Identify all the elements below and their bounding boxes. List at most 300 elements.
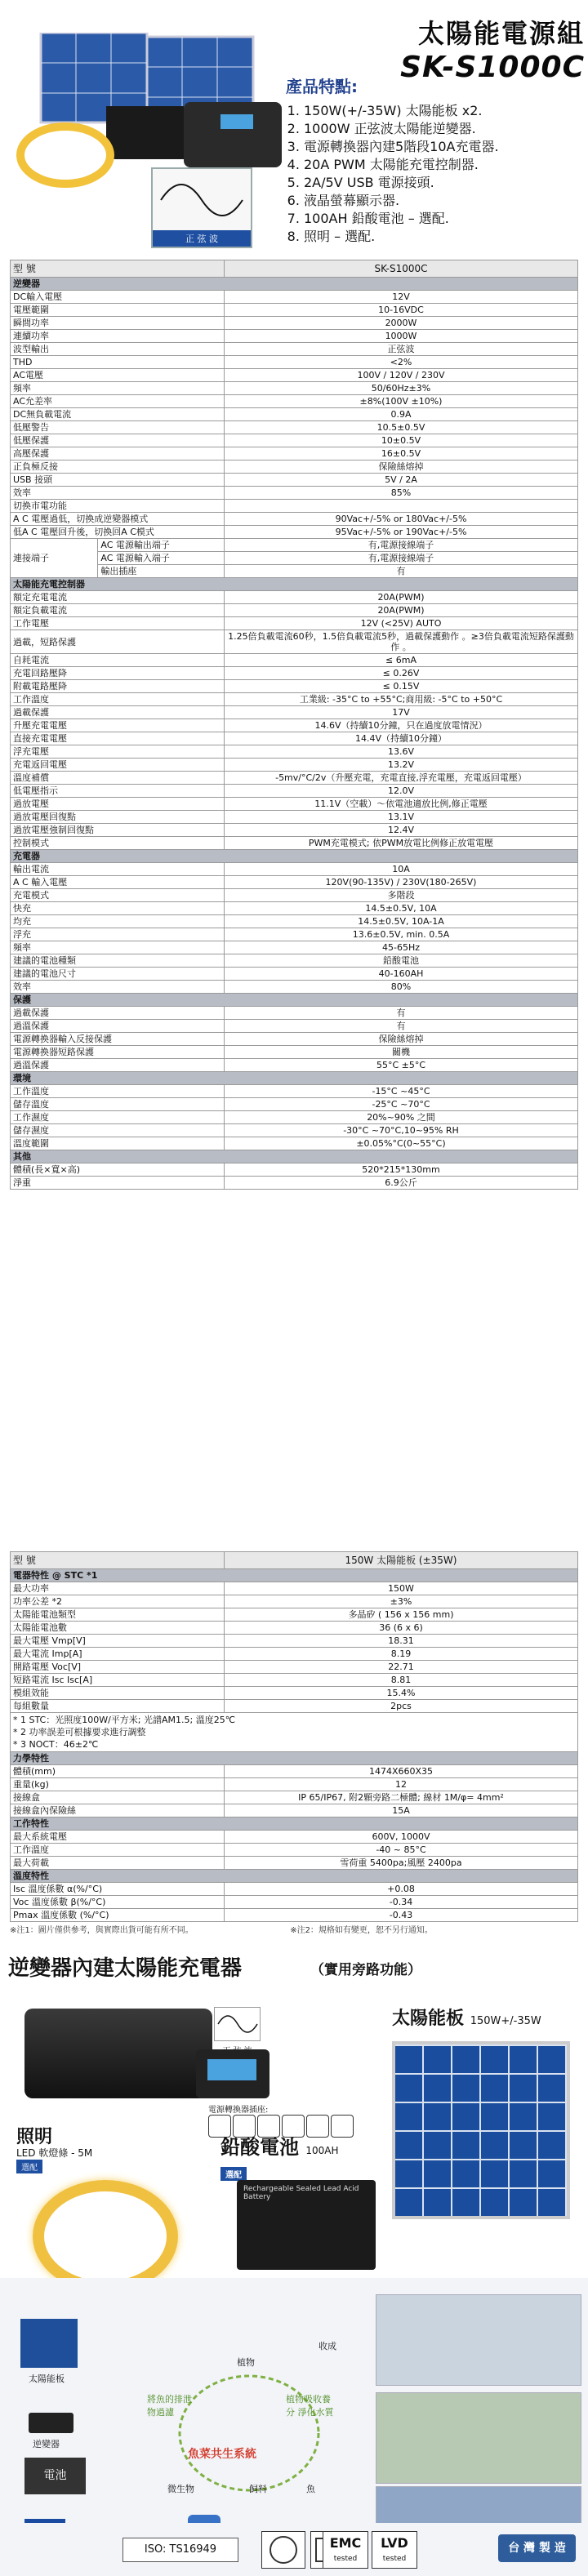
table-row (11, 317, 578, 330)
row-value: 工業級: -35°C to +55°C;商用級: -5°C to +50°C (225, 693, 578, 706)
row-value: 12.4V (225, 824, 578, 837)
row-label: 太陽能電池數 (11, 1622, 225, 1635)
section-title: 充電器 (11, 850, 578, 863)
table-row (11, 1635, 578, 1648)
row-label: AC 電源輸入端子 (98, 552, 225, 565)
emc-badge (323, 2531, 368, 2569)
row-label: 工作電壓 (11, 617, 225, 630)
feature-item: 3. 電源轉換器內建5階段10A充電器. (304, 138, 584, 156)
emc-sub: tested (333, 2555, 358, 2563)
row-value: PWM充電模式; 依PWM放電比例修正放電電壓 (225, 837, 578, 850)
row-label: 過載保護 (11, 1007, 225, 1020)
row-value: 有 (225, 565, 578, 578)
table-row (11, 719, 578, 732)
row-label: 工作溫度 (11, 693, 225, 706)
section-title: 溫度特性 (11, 1870, 578, 1883)
row-value: 15.4% (225, 1687, 578, 1700)
row-value: 12V (<25V) AUTO (225, 617, 578, 630)
row-label: 充電返回電壓 (11, 759, 225, 772)
row-value: 13.6±0.5V, min. 0.5A (225, 928, 578, 941)
battery-image (106, 106, 184, 159)
row-value: -0.43 (225, 1909, 578, 1922)
model-label: 型 號 (11, 1552, 225, 1569)
battery-capacity: 100AH (305, 2145, 339, 2156)
section-header (11, 850, 578, 863)
row-group-label: 連接端子 (11, 539, 98, 578)
row-label: 充電回路壓降 (11, 667, 225, 680)
row-value: 20%~90% 之間 (225, 1111, 578, 1124)
row-value: 12.0V (225, 785, 578, 798)
showcase-subtitle: （實用旁路功能） (310, 1962, 421, 1978)
row-label: Isc 溫度係數 α(%/°C) (11, 1883, 225, 1896)
battery-title: 鉛酸電池 (220, 2136, 299, 2159)
row-label: 最大荷載 (11, 1857, 225, 1870)
row-label: 額定充電電流 (11, 591, 225, 604)
row-value: -25°C ~70°C (225, 1098, 578, 1111)
sine-wave-label: 正 弦 波 (153, 230, 251, 247)
battery-image (237, 2180, 376, 2270)
lighting-subtitle (16, 2146, 92, 2173)
row-label: 切換市電功能 (11, 500, 225, 513)
table-row (11, 1648, 578, 1661)
row-value: 8.19 (225, 1648, 578, 1661)
row-label: 快充 (11, 902, 225, 915)
lighting-desc: LED 軟燈條 - 5M (16, 2147, 93, 2159)
row-label: 過溫保護 (11, 1020, 225, 1033)
inverter-image (184, 102, 282, 167)
diagram-harvest-label: 收成 (318, 2341, 336, 2351)
row-label: 額定負載電流 (11, 604, 225, 617)
feature-item: 7. 100AH 鉛酸電池 – 選配. (304, 210, 584, 228)
section-title: 保護 (11, 994, 578, 1007)
row-value: 8.81 (225, 1674, 578, 1687)
row-label: 接線盒 (11, 1791, 225, 1804)
table-row (11, 1622, 578, 1635)
optional-badge: 選配 (16, 2160, 42, 2173)
row-value: 關機 (225, 1046, 578, 1059)
diagram-battery: 電池 (24, 2458, 86, 2494)
feature-item: 4. 20A PWM 太陽能充電控制器. (304, 156, 584, 174)
table-row (11, 1857, 578, 1870)
row-value: 10A (225, 863, 578, 876)
footnote-right: ※注2：規格如有變更，恕不另行通知。 (290, 1926, 433, 1935)
table-row (11, 1608, 578, 1622)
battery-heading (220, 2131, 339, 2182)
table-row (11, 343, 578, 356)
socket-types (208, 2102, 380, 2135)
section-header (11, 1569, 578, 1582)
row-value: 15A (225, 1804, 578, 1817)
row-value: 有 (225, 1007, 578, 1020)
table-row (11, 1582, 578, 1595)
sine-wave-icon (215, 2008, 260, 2040)
feature-item: 2. 1000W 正弦波太陽能逆變器. (304, 120, 584, 138)
showcase-title: 逆變器內建太陽能充電器 (8, 1956, 243, 1981)
table-row (11, 1896, 578, 1909)
table-row (11, 526, 578, 539)
row-value: +0.08 (225, 1883, 578, 1896)
model-value: SK-S1000C (225, 260, 578, 278)
lvd-sub: tested (382, 2555, 407, 2563)
row-value: 14.5±0.5V, 10A-1A (225, 915, 578, 928)
diagram-fish-label: 魚 (306, 2484, 315, 2494)
row-value: 36 (6 x 6) (225, 1622, 578, 1635)
row-value: -15°C ~45°C (225, 1085, 578, 1098)
footnote-left: ※注1：圖片僅供參考，與實際出貨可能有所不同。 (10, 1926, 194, 1935)
section-header (11, 994, 578, 1007)
section-header (11, 1870, 578, 1883)
inverter-image (24, 2009, 212, 2098)
section-title: 工作特性 (11, 1817, 578, 1831)
table-row (11, 1778, 578, 1791)
row-label: 淨重 (11, 1177, 225, 1190)
row-value: 有 (225, 1020, 578, 1033)
row-value (225, 500, 578, 513)
table-row (11, 513, 578, 526)
table-row (11, 745, 578, 759)
table-header (11, 1552, 578, 1569)
row-label: 儲存濕度 (11, 1124, 225, 1137)
section-header (11, 278, 578, 291)
row-label: 浮充電壓 (11, 745, 225, 759)
diagram-center-title: 魚菜共生系統 (188, 2448, 256, 2461)
row-value: 1000W (225, 330, 578, 343)
row-label: 浮充 (11, 928, 225, 941)
row-value: 12V (225, 291, 578, 304)
section-title: 逆變器 (11, 278, 578, 291)
row-value: 90Vac+/-5% or 180Vac+/-5% (225, 513, 578, 526)
table-row (11, 785, 578, 798)
row-value: -0.34 (225, 1896, 578, 1909)
made-in-taiwan-badge: 台 灣 製 造 (498, 2534, 576, 2562)
section-title: 環境 (11, 1072, 578, 1085)
table-row (11, 1020, 578, 1033)
row-label: 正負極反接 (11, 460, 225, 474)
table-row (11, 1661, 578, 1674)
row-value: 0.9A (225, 408, 578, 421)
row-value: 保險絲熔掉 (225, 460, 578, 474)
table-row (11, 837, 578, 850)
feature-item: 1. 150W(+/-35W) 太陽能板 x2. (304, 102, 584, 120)
row-value: 有,電源接線端子 (225, 539, 578, 552)
table-row (11, 693, 578, 706)
row-value: IP 65/IP67, 附2顆旁路二極體; 線材 1M/φ= 4mm² (225, 1791, 578, 1804)
row-label: 過放電壓回復點 (11, 811, 225, 824)
note-item: * 3 NOCT：46±2℃ (13, 1739, 99, 1750)
table-row (11, 1033, 578, 1046)
table-row (11, 1163, 578, 1177)
row-label: Voc 溫度係數 β(%/°C) (11, 1896, 225, 1909)
row-label: 效率 (11, 487, 225, 500)
row-label: 附載電路壓降 (11, 680, 225, 693)
panel-spec-table (10, 1551, 578, 1922)
row-label: 電源轉換器輸入反接保護 (11, 1033, 225, 1046)
model-number: SK-S1000C (400, 51, 585, 84)
section-title: 其他 (11, 1150, 578, 1163)
spec-table (10, 260, 578, 1190)
row-label: 低壓保護 (11, 434, 225, 447)
led-strip-image (20, 127, 110, 184)
model-value: 150W 太陽能板 (±35W) (225, 1552, 578, 1569)
row-label: 每組數量 (11, 1700, 225, 1713)
battery-label: Rechargeable Sealed Lead Acid Battery (243, 2185, 359, 2201)
row-value: 50/60Hz±3% (225, 382, 578, 395)
section-header (11, 578, 578, 591)
row-value: 有,電源接線端子 (225, 552, 578, 565)
table-row (11, 941, 578, 954)
row-label: 波型輸出 (11, 343, 225, 356)
product-showcase (0, 1935, 588, 2278)
row-value: -40 ~ 85°C (225, 1844, 578, 1857)
table-header (11, 260, 578, 278)
row-value: 正弦波 (225, 343, 578, 356)
row-label: 工作溫度 (11, 1844, 225, 1857)
row-label: 頻率 (11, 382, 225, 395)
row-value: 13.6V (225, 745, 578, 759)
row-value: ≤ 0.26V (225, 667, 578, 680)
diagram-bacteria-label: 微生物 (167, 2484, 194, 2494)
row-value: -30°C ~70°C,10~95% RH (225, 1124, 578, 1137)
row-value: 鉛酸電池 (225, 954, 578, 968)
table-row (11, 928, 578, 941)
table-row (11, 539, 578, 552)
row-label: 電壓範圍 (11, 304, 225, 317)
row-label: 溫度補償 (11, 772, 225, 785)
row-label: 建議的電池種類 (11, 954, 225, 968)
table-row (11, 811, 578, 824)
note-item: * 2 功率誤差可根據要求進行調整 (13, 1727, 146, 1737)
row-label: 最大系統電壓 (11, 1831, 225, 1844)
notes-row (11, 1713, 578, 1752)
product-name: 太陽能電源組 (417, 18, 585, 49)
row-value: 18.31 (225, 1635, 578, 1648)
section-title: 太陽能充電控制器 (11, 578, 578, 591)
row-label: 輸出電流 (11, 863, 225, 876)
table-row (11, 1111, 578, 1124)
row-label: 開路電壓 Voc[V] (11, 1661, 225, 1674)
emc-label: EMC (329, 2535, 362, 2551)
plants-photo (376, 2392, 581, 2484)
diagram-inverter-label: 逆變器 (33, 2439, 60, 2449)
notes (11, 1713, 578, 1752)
row-value: 20A(PWM) (225, 591, 578, 604)
model-label: 型 號 (11, 260, 225, 278)
row-value: 20A(PWM) (225, 604, 578, 617)
row-value: 16±0.5V (225, 447, 578, 460)
row-label: 瞬間功率 (11, 317, 225, 330)
table-row (11, 759, 578, 772)
row-value: ±0.05%°C(0~55°C) (225, 1137, 578, 1150)
table-row (11, 500, 578, 513)
lvd-badge (372, 2531, 417, 2569)
solar-panel-title: 太陽能板 (392, 2009, 465, 2029)
table-row (11, 1883, 578, 1896)
row-label: 儲存溫度 (11, 1098, 225, 1111)
row-label: 重量(kg) (11, 1778, 225, 1791)
table-row (11, 591, 578, 604)
row-value: 150W (225, 1582, 578, 1595)
row-value: 100V / 120V / 230V (225, 369, 578, 382)
row-label: 過放電壓強制回復點 (11, 824, 225, 837)
table-row (11, 876, 578, 889)
feature-item: 5. 2A/5V USB 電源接頭. (304, 174, 584, 192)
row-label: A C 電壓過低，切換成逆變器模式 (11, 513, 225, 526)
row-label: 最大功率 (11, 1582, 225, 1595)
row-value: 520*215*130mm (225, 1163, 578, 1177)
greenhouse-photo (376, 2294, 581, 2386)
row-label: THD (11, 356, 225, 369)
solar-panel-power: 150W+/-35W (470, 2015, 541, 2027)
row-value: 多晶矽 ( 156 x 156 mm) (225, 1608, 578, 1622)
row-label: 過溫保護 (11, 1059, 225, 1072)
lcd-screen (207, 2059, 256, 2080)
iso-badge: ISO: TS16949 (122, 2538, 238, 2562)
sine-wave-box (151, 167, 252, 248)
row-label: AC允差率 (11, 395, 225, 408)
table-row (11, 954, 578, 968)
table-row (11, 460, 578, 474)
table-row (11, 1674, 578, 1687)
row-label: 升壓充電電壓 (11, 719, 225, 732)
table-row (11, 968, 578, 981)
table-row (11, 981, 578, 994)
table-row (11, 732, 578, 745)
features-list (286, 102, 584, 246)
row-value: 55°C ±5°C (225, 1059, 578, 1072)
feature-item: 8. 照明 – 選配. (304, 228, 584, 246)
table-row (11, 1804, 578, 1817)
row-value: 1.25倍負載電流60秒，1.5倍負載電流5秒，過載保護動作 。≥3倍負載電流短路保護動作 。 (225, 630, 578, 654)
diagram-left-note: 將魚的排泄物過濾 (147, 2394, 192, 2418)
row-label: 模組效能 (11, 1687, 225, 1700)
table-row (11, 1844, 578, 1857)
table-row (11, 772, 578, 785)
row-value: 2000W (225, 317, 578, 330)
table-row (11, 889, 578, 902)
row-value: 10±0.5V (225, 434, 578, 447)
row-label: 最大電壓 Vmp[V] (11, 1635, 225, 1648)
row-label: DC輸入電壓 (11, 291, 225, 304)
diagram-feed-label: 飼料 (249, 2484, 267, 2494)
table-row (11, 824, 578, 837)
section-header (11, 1817, 578, 1831)
row-label: AC 電源輸出端子 (98, 539, 225, 552)
row-label: 低A C 電壓回升後，切換回A C模式 (11, 526, 225, 539)
table-row (11, 1137, 578, 1150)
diagram-plant-label: 植物 (237, 2357, 255, 2368)
row-value: 10-16VDC (225, 304, 578, 317)
cert-logo-icon (262, 2532, 305, 2568)
table-row (11, 680, 578, 693)
row-label: 過載，短路保護 (11, 630, 225, 654)
section-header (11, 1752, 578, 1765)
sine-wave-box (214, 2007, 261, 2041)
table-row (11, 915, 578, 928)
row-value: 95Vac+/-5% or 190Vac+/-5% (225, 526, 578, 539)
table-row (11, 863, 578, 876)
remote-display-image (196, 2049, 270, 2098)
row-label: 低壓警告 (11, 421, 225, 434)
table-row (11, 304, 578, 317)
table-row (11, 604, 578, 617)
row-label: 直接充電電壓 (11, 732, 225, 745)
table-row (11, 902, 578, 915)
row-label: 工作溫度 (11, 1085, 225, 1098)
row-value: 5V / 2A (225, 474, 578, 487)
diagram-solar-panel (20, 2319, 78, 2368)
section-header (11, 1150, 578, 1163)
aquaponics-cycle (172, 2368, 327, 2498)
row-label: 效率 (11, 981, 225, 994)
row-label: DC無負載電流 (11, 408, 225, 421)
row-label: 建議的電池尺寸 (11, 968, 225, 981)
row-value: -5mv/°C/2v（升壓充電，充電直接,浮充電壓，充電返回電壓） (225, 772, 578, 785)
section-title: 電器特性 @ STC *1 (11, 1569, 578, 1582)
brand-title (359, 13, 585, 84)
table-row (11, 395, 578, 408)
table-row (11, 1909, 578, 1922)
row-value: 80% (225, 981, 578, 994)
row-label: 工作濕度 (11, 1111, 225, 1124)
led-strip-image (33, 2180, 178, 2293)
features (286, 73, 584, 246)
table-row (11, 1765, 578, 1778)
features-title: 產品特點: (286, 77, 358, 96)
row-value: ≤ 0.15V (225, 680, 578, 693)
section-header (11, 1072, 578, 1085)
row-value: ±8%(100V ±10%) (225, 395, 578, 408)
table-row (11, 434, 578, 447)
table-row (11, 706, 578, 719)
row-label: 過載保護 (11, 706, 225, 719)
row-label: 短路電流 Isc Isc[A] (11, 1674, 225, 1687)
row-label: 輸出插座 (98, 565, 225, 578)
table-row (11, 1046, 578, 1059)
row-label: 功率公差 *2 (11, 1595, 225, 1608)
table-row (11, 1831, 578, 1844)
certification-logo (261, 2531, 305, 2569)
row-value: <2% (225, 356, 578, 369)
table-row (11, 1687, 578, 1700)
row-label: 溫度範圍 (11, 1137, 225, 1150)
header (0, 0, 588, 257)
row-value: 14.4V（持續10分鐘） (225, 732, 578, 745)
solar-panel-image (392, 2041, 570, 2219)
table-row (11, 369, 578, 382)
table-row (11, 356, 578, 369)
table-row (11, 1059, 578, 1072)
row-label: 電源轉換器短路保護 (11, 1046, 225, 1059)
table-row (11, 1700, 578, 1713)
row-value: 120V(90-135V) / 230V(180-265V) (225, 876, 578, 889)
sockets-label: 電源轉換器插座: (208, 2106, 269, 2115)
row-value: 14.5±0.5V, 10A (225, 902, 578, 915)
row-label: 體積(長×寬×高) (11, 1163, 225, 1177)
lvd-label: LVD (381, 2535, 408, 2551)
row-label: 充電模式 (11, 889, 225, 902)
solar-panel-heading (392, 2004, 541, 2030)
row-label: 頻率 (11, 941, 225, 954)
table-row (11, 1124, 578, 1137)
row-label: 過放電壓 (11, 798, 225, 811)
certification-bar (0, 2523, 588, 2576)
row-label: 體積(mm) (11, 1765, 225, 1778)
table-row (11, 654, 578, 667)
row-value: 12 (225, 1778, 578, 1791)
table-row (11, 487, 578, 500)
row-label: 均充 (11, 915, 225, 928)
row-value: 45-65Hz (225, 941, 578, 954)
